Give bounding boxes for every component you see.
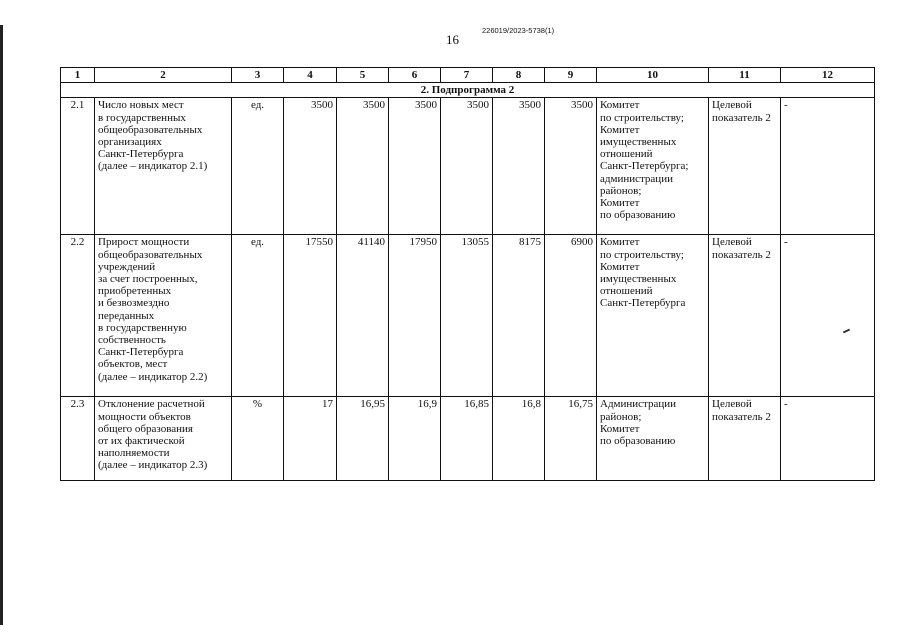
table-row	[61, 235, 875, 397]
value: 17950	[389, 235, 441, 397]
value: 17550	[284, 235, 337, 397]
table-row	[61, 98, 875, 235]
unit: %	[232, 397, 284, 481]
value: 13055	[441, 235, 493, 397]
target-indicator: Целевой показатель 2	[709, 98, 781, 235]
target-indicator: Целевой показатель 2	[709, 235, 781, 397]
col-header-11: 11	[709, 68, 781, 83]
value: 16,8	[493, 397, 545, 481]
target-indicator: Целевой показатель 2	[709, 397, 781, 481]
value: 3500	[493, 98, 545, 235]
col-header-5: 5	[337, 68, 389, 83]
note: -	[781, 235, 875, 397]
value: 3500	[389, 98, 441, 235]
value: 17	[284, 397, 337, 481]
indicators-table	[60, 67, 875, 481]
table-row	[61, 397, 875, 481]
value: 3500	[545, 98, 597, 235]
value: 8175	[493, 235, 545, 397]
value: 41140	[337, 235, 389, 397]
section-row	[61, 83, 875, 98]
value: 6900	[545, 235, 597, 397]
col-header-12: 12	[781, 68, 875, 83]
page-number: 16	[446, 32, 459, 47]
col-header-1: 1	[61, 68, 95, 83]
col-header-8: 8	[493, 68, 545, 83]
value: 3500	[284, 98, 337, 235]
value: 3500	[337, 98, 389, 235]
col-header-10: 10	[597, 68, 709, 83]
responsible-body: Комитет по строительству; Комитет имущественных отношений Санкт-Петербурга	[597, 235, 709, 397]
value: 16,85	[441, 397, 493, 481]
note: -	[781, 397, 875, 481]
responsible-body: Администрации районов; Комитет по образованию	[597, 397, 709, 481]
col-header-4: 4	[284, 68, 337, 83]
value: 16,75	[545, 397, 597, 481]
note: -	[781, 98, 875, 235]
responsible-body: Комитет по строительству; Комитет имущественных отношений Санкт-Петербурга; администрации районов; Комитет по образованию	[597, 98, 709, 235]
indicator-name: Отклонение расчетной мощности объектов общего образования от их фактической наполняемости (далее – индикатор 2.3)	[95, 397, 232, 481]
col-header-6: 6	[389, 68, 441, 83]
row-id: 2.1	[61, 98, 95, 235]
section-title: 2. Подпрограмма 2	[61, 83, 875, 98]
row-id: 2.2	[61, 235, 95, 397]
value: 3500	[441, 98, 493, 235]
row-id: 2.3	[61, 397, 95, 481]
value: 16,9	[389, 397, 441, 481]
document-id: 226019/2023-5738(1)	[482, 26, 555, 35]
col-header-2: 2	[95, 68, 232, 83]
indicator-name: Прирост мощности общеобразовательных учреждений за счет построенных, приобретенных и безвозмездно переданных в государственную собственность Санкт-Петербурга объектов, мест (далее – индикатор 2.2)	[95, 235, 232, 397]
col-header-9: 9	[545, 68, 597, 83]
col-header-7: 7	[441, 68, 493, 83]
indicator-name: Число новых мест в государственных общеобразовательных организациях Санкт-Петербурга (далее – индикатор 2.1)	[95, 98, 232, 235]
col-header-3: 3	[232, 68, 284, 83]
unit: ед.	[232, 235, 284, 397]
page-edge-shadow	[0, 25, 3, 625]
value: 16,95	[337, 397, 389, 481]
unit: ед.	[232, 98, 284, 235]
column-number-row	[61, 68, 875, 83]
